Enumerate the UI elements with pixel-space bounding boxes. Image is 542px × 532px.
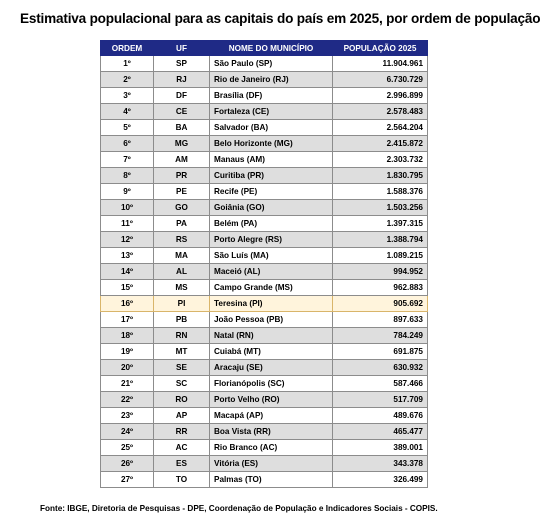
- table-row-highlighted: [101, 296, 428, 312]
- cell-municipio: Teresina (PI): [210, 296, 333, 312]
- table-header-row: [101, 41, 428, 56]
- cell-uf: MG: [154, 136, 210, 152]
- cell-populacao: 2.564.204: [333, 120, 428, 136]
- table-row: [101, 184, 428, 200]
- cell-populacao: 1.397.315: [333, 216, 428, 232]
- cell-uf: RO: [154, 392, 210, 408]
- table-row: [101, 232, 428, 248]
- cell-populacao: 465.477: [333, 424, 428, 440]
- cell-uf: PI: [154, 296, 210, 312]
- cell-uf: MT: [154, 344, 210, 360]
- cell-municipio: Belo Horizonte (MG): [210, 136, 333, 152]
- cell-ordem: 16º: [101, 296, 154, 312]
- cell-ordem: 4º: [101, 104, 154, 120]
- cell-municipio: Campo Grande (MS): [210, 280, 333, 296]
- table-row: [101, 216, 428, 232]
- cell-uf: SP: [154, 56, 210, 72]
- cell-municipio: Palmas (TO): [210, 472, 333, 488]
- cell-populacao: 784.249: [333, 328, 428, 344]
- cell-uf: PB: [154, 312, 210, 328]
- cell-populacao: 11.904.961: [333, 56, 428, 72]
- cell-uf: RJ: [154, 72, 210, 88]
- header-uf: UF: [154, 41, 210, 56]
- cell-municipio: São Luís (MA): [210, 248, 333, 264]
- cell-uf: AC: [154, 440, 210, 456]
- cell-municipio: Maceió (AL): [210, 264, 333, 280]
- cell-municipio: Porto Alegre (RS): [210, 232, 333, 248]
- cell-ordem: 17º: [101, 312, 154, 328]
- cell-ordem: 5º: [101, 120, 154, 136]
- cell-ordem: 10º: [101, 200, 154, 216]
- table-row: [101, 168, 428, 184]
- cell-uf: MA: [154, 248, 210, 264]
- cell-uf: RR: [154, 424, 210, 440]
- table-row: [101, 56, 428, 72]
- population-table: [100, 40, 428, 488]
- cell-ordem: 25º: [101, 440, 154, 456]
- cell-ordem: 9º: [101, 184, 154, 200]
- source-note: Fonte: IBGE, Diretoria de Pesquisas - DPE, Coordenação de População e Indicadores Sociais - COPIS.: [40, 504, 438, 513]
- table-row: [101, 152, 428, 168]
- cell-populacao: 962.883: [333, 280, 428, 296]
- table-row: [101, 248, 428, 264]
- cell-populacao: 6.730.729: [333, 72, 428, 88]
- table-row: [101, 328, 428, 344]
- cell-ordem: 8º: [101, 168, 154, 184]
- cell-uf: MS: [154, 280, 210, 296]
- cell-uf: DF: [154, 88, 210, 104]
- cell-populacao: 517.709: [333, 392, 428, 408]
- cell-populacao: 630.932: [333, 360, 428, 376]
- cell-municipio: São Paulo (SP): [210, 56, 333, 72]
- header-ordem: ORDEM: [101, 41, 154, 56]
- table-row: [101, 440, 428, 456]
- cell-uf: PE: [154, 184, 210, 200]
- cell-populacao: 2.996.899: [333, 88, 428, 104]
- cell-uf: AL: [154, 264, 210, 280]
- cell-populacao: 2.303.732: [333, 152, 428, 168]
- cell-municipio: Belém (PA): [210, 216, 333, 232]
- table-row: [101, 72, 428, 88]
- cell-municipio: Cuiabá (MT): [210, 344, 333, 360]
- table-row: [101, 312, 428, 328]
- table-row: [101, 104, 428, 120]
- cell-ordem: 11º: [101, 216, 154, 232]
- table-row: [101, 200, 428, 216]
- cell-uf: RS: [154, 232, 210, 248]
- cell-populacao: 1.830.795: [333, 168, 428, 184]
- table-row: [101, 376, 428, 392]
- cell-populacao: 2.415.872: [333, 136, 428, 152]
- cell-municipio: Curitiba (PR): [210, 168, 333, 184]
- table-row: [101, 88, 428, 104]
- header-populacao: POPULAÇÃO 2025: [333, 41, 428, 56]
- cell-municipio: Rio de Janeiro (RJ): [210, 72, 333, 88]
- cell-ordem: 12º: [101, 232, 154, 248]
- table-row: [101, 280, 428, 296]
- cell-municipio: Salvador (BA): [210, 120, 333, 136]
- table-row: [101, 456, 428, 472]
- cell-municipio: Manaus (AM): [210, 152, 333, 168]
- table-row: [101, 344, 428, 360]
- cell-populacao: 994.952: [333, 264, 428, 280]
- table-row: [101, 120, 428, 136]
- cell-uf: SE: [154, 360, 210, 376]
- cell-municipio: Boa Vista (RR): [210, 424, 333, 440]
- cell-ordem: 6º: [101, 136, 154, 152]
- page-title: Estimativa populacional para as capitais do país em 2025, por ordem de população: [20, 11, 541, 26]
- table-row: [101, 408, 428, 424]
- cell-ordem: 26º: [101, 456, 154, 472]
- cell-ordem: 21º: [101, 376, 154, 392]
- cell-municipio: Macapá (AP): [210, 408, 333, 424]
- cell-populacao: 1.388.794: [333, 232, 428, 248]
- cell-uf: TO: [154, 472, 210, 488]
- cell-ordem: 18º: [101, 328, 154, 344]
- cell-populacao: 897.633: [333, 312, 428, 328]
- cell-ordem: 27º: [101, 472, 154, 488]
- cell-populacao: 905.692: [333, 296, 428, 312]
- cell-ordem: 13º: [101, 248, 154, 264]
- cell-uf: SC: [154, 376, 210, 392]
- cell-municipio: Aracaju (SE): [210, 360, 333, 376]
- cell-ordem: 3º: [101, 88, 154, 104]
- cell-municipio: Natal (RN): [210, 328, 333, 344]
- cell-ordem: 1º: [101, 56, 154, 72]
- cell-ordem: 14º: [101, 264, 154, 280]
- cell-populacao: 1.503.256: [333, 200, 428, 216]
- cell-uf: BA: [154, 120, 210, 136]
- cell-populacao: 489.676: [333, 408, 428, 424]
- cell-municipio: Florianópolis (SC): [210, 376, 333, 392]
- cell-populacao: 2.578.483: [333, 104, 428, 120]
- table-row: [101, 136, 428, 152]
- header-municipio: NOME DO MUNICÍPIO: [210, 41, 333, 56]
- table-row: [101, 392, 428, 408]
- cell-uf: GO: [154, 200, 210, 216]
- cell-municipio: João Pessoa (PB): [210, 312, 333, 328]
- cell-populacao: 691.875: [333, 344, 428, 360]
- cell-uf: AM: [154, 152, 210, 168]
- cell-populacao: 587.466: [333, 376, 428, 392]
- cell-ordem: 22º: [101, 392, 154, 408]
- cell-ordem: 19º: [101, 344, 154, 360]
- cell-municipio: Porto Velho (RO): [210, 392, 333, 408]
- cell-uf: CE: [154, 104, 210, 120]
- cell-populacao: 343.378: [333, 456, 428, 472]
- cell-uf: PR: [154, 168, 210, 184]
- cell-populacao: 1.089.215: [333, 248, 428, 264]
- table-row: [101, 360, 428, 376]
- cell-municipio: Vitória (ES): [210, 456, 333, 472]
- cell-populacao: 1.588.376: [333, 184, 428, 200]
- cell-ordem: 2º: [101, 72, 154, 88]
- cell-municipio: Rio Branco (AC): [210, 440, 333, 456]
- cell-municipio: Recife (PE): [210, 184, 333, 200]
- cell-uf: AP: [154, 408, 210, 424]
- cell-ordem: 15º: [101, 280, 154, 296]
- cell-ordem: 23º: [101, 408, 154, 424]
- cell-uf: RN: [154, 328, 210, 344]
- cell-municipio: Brasília (DF): [210, 88, 333, 104]
- table-row: [101, 424, 428, 440]
- cell-ordem: 20º: [101, 360, 154, 376]
- cell-uf: ES: [154, 456, 210, 472]
- cell-municipio: Fortaleza (CE): [210, 104, 333, 120]
- cell-populacao: 389.001: [333, 440, 428, 456]
- table-row: [101, 264, 428, 280]
- cell-ordem: 24º: [101, 424, 154, 440]
- cell-populacao: 326.499: [333, 472, 428, 488]
- table-row: [101, 472, 428, 488]
- cell-municipio: Goiânia (GO): [210, 200, 333, 216]
- cell-ordem: 7º: [101, 152, 154, 168]
- cell-uf: PA: [154, 216, 210, 232]
